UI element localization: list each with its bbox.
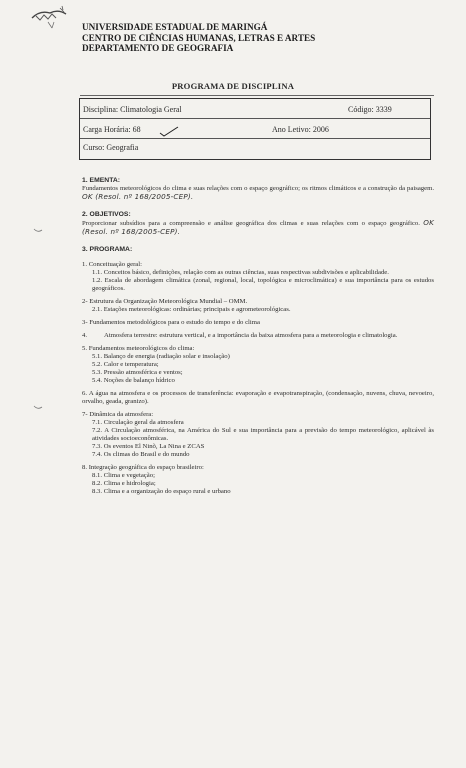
- department-name: DEPARTAMENTO DE GEOGRAFIA: [82, 43, 234, 54]
- margin-tick-icon: [33, 405, 43, 411]
- institution-header: [82, 22, 315, 54]
- handwritten-note: OK (Resol. nº 168/2005-CEP).: [82, 192, 194, 201]
- box-divider: [80, 118, 430, 119]
- ementa-title: 1. EMENTA:: [82, 177, 121, 184]
- handwritten-check-icon: [158, 125, 180, 137]
- program-subitem: 1.2. Escala de abordagem climática (zonal, regional, local, topológica e microclimática) e sua importância para os estudos geográficos.: [92, 277, 434, 292]
- objetivos-text: Proporcionar subsídios para a compreensão e análise geográfica dos climas e suas relações com o espaço geográfico. OK (Resol. nº 168/2005-CEP).: [82, 218, 434, 236]
- program-subitem: 5.4. Noções de balanço hídrico: [92, 377, 175, 384]
- program-item: 3- Fundamentos metodológicos para o estudo do tempo e do clima: [82, 319, 260, 326]
- programa-title: 3. PROGRAMA:: [82, 246, 133, 253]
- program-item: 5. Fundamentos meteorológicos do clima:: [82, 345, 195, 352]
- program-item: 4. Atmosfera terrestre: estrutura vertical, e a importância da baixa atmosfera para a meteorologia e climatologia.: [82, 332, 398, 339]
- discipline-info-box: [79, 98, 431, 160]
- academic-year: Ano Letivo: 2006: [272, 125, 329, 134]
- program-item: 7- Dinâmica da atmosfera:: [82, 411, 154, 418]
- program-subitem: 5.3. Pressão atmosférica e ventos;: [92, 369, 183, 376]
- discipline-name: Disciplina: Climatologia Geral: [83, 105, 182, 114]
- program-subitem: 5.1. Balanço de energia (radiação solar e insolação): [92, 353, 230, 360]
- program-subitem: 7.3. Os eventos El Ninõ, La Nina e ZCAS: [92, 443, 205, 450]
- course-name: Curso: Geografia: [83, 143, 139, 152]
- program-subitem: 7.1. Circulação geral da atmosfera: [92, 419, 184, 426]
- center-name: CENTRO DE CIÊNCIAS HUMANAS, LETRAS E ARTES: [82, 32, 316, 43]
- handwritten-note: OK (Resol. nº 168/2005-CEP).: [82, 218, 434, 236]
- program-content: [82, 177, 434, 496]
- university-name: UNIVERSIDADE ESTADUAL DE MARINGÁ: [82, 22, 268, 32]
- objetivos-title: 2. OBJETIVOS:: [82, 211, 131, 218]
- ementa-text: Fundamentos meteorológicos do clima e suas relações com o espaço geográfico; os ritmos climáticos e a construção da paisagem. OK (Resol. nº 168/2005-CEP).: [82, 185, 434, 201]
- program-item: 6. A água na atmosfera e os processos de transferência: evaporação e evapotranspiração, (condensação, nuvens, chuva, nevoeiro, orvalho, geada, granizo).: [82, 390, 434, 405]
- program-subitem: 8.1. Clima e vegetação;: [92, 472, 155, 479]
- program-subitem: 1.1. Conceitos básico, definições, relação com as outras ciências, suas respectivas subdivisões e aplicabilidade.: [92, 269, 389, 276]
- program-subitem: 5.2. Calor e temperatura;: [92, 361, 159, 368]
- title-rule: [80, 95, 434, 96]
- program-subitem: 7.2. A Circulação atmosférica, na América do Sul e sua importância para a previsão do tempo meteorológico, aplicável às atividades socioeconômicas.: [92, 427, 434, 442]
- margin-tick-icon: [33, 228, 43, 234]
- program-item: 1. Conceituação geral:: [82, 261, 142, 268]
- program-item: 2- Estrutura da Organização Meteorológica Mundial – OMM.: [82, 298, 248, 305]
- university-logo-icon: [30, 4, 70, 30]
- discipline-code: Código: 3339: [348, 105, 392, 114]
- program-subitem: 8.2. Clima e hidrologia;: [92, 480, 156, 487]
- box-divider: [80, 138, 430, 139]
- workload: Carga Horária: 68: [83, 125, 141, 134]
- program-title: PROGRAMA DE DISCIPLINA: [171, 81, 295, 91]
- program-subitem: 7.4. Os climas do Brasil e do mundo: [92, 451, 190, 458]
- program-subitem: 8.3. Clima e a organização do espaço rural e urbano: [92, 488, 231, 495]
- program-item: 8. Integração geográfica do espaço brasileiro:: [82, 464, 204, 471]
- program-subitem: 2.1. Estações meteorológicas: ordinárias; principais e agrometeorológicas.: [92, 306, 291, 313]
